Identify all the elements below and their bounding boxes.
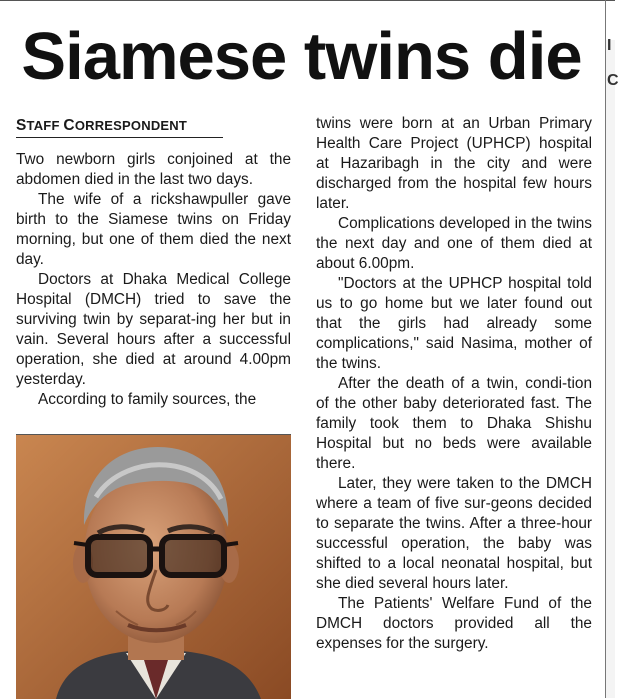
article-paragraph: Doctors at Dhaka Medical College Hospital (DMCH) tried to save the surviving twin by separat-ing her but in vain. Several hours after a successful operation, she died at around 4.00pm yesterday. [16,271,291,388]
top-border-rule [0,0,615,7]
article-paragraph: After the death of a twin, condi-tion of the other baby deteriorated fast. The family took them to Dhaka Shishu Hospital but no beds were available there. [316,375,592,472]
byline-initial-correspondent: C [63,117,75,134]
article-paragraph: Later, they were taken to the DMCH where a team of five sur-geons decided to separate the twins. After a three-hour successful operation, the baby was shifted to a local neonatal hospital, but she died several hours later. [316,475,592,592]
byline-rest-correspondent: ORRESPONDENT [74,118,188,133]
article-column-left [16,150,291,410]
adjacent-article-strip [606,37,615,698]
byline-initial-staff: S [16,117,27,134]
adjacent-article-fragment: C [607,72,619,89]
article-paragraph: "Doctors at the UPHCP hospital told us to go home but we later found out that the girls had already some complications," said Nasima, mother of the twins. [316,275,592,372]
adjacent-article-fragment: I [607,37,612,54]
article-paragraph: The wife of a rickshawpuller gave birth to the Siamese twins on Friday morning, but one of them died the next day. [16,191,291,268]
portrait-photo [16,434,291,699]
headline: Siamese twins die [21,19,582,94]
byline [16,117,223,138]
portrait-illustration [16,435,291,699]
article-paragraph: Two newborn girls conjoined at the abdomen died in the last two days. [16,151,291,188]
article-paragraph: According to family sources, the [38,391,257,408]
article-column-right [316,114,592,654]
byline-rest-staff: TAFF [26,118,60,133]
article-paragraph: Complications developed in the twins the next day and one of them died at about 6.00pm. [316,215,592,272]
article-paragraph: The Patients' Welfare Fund of the DMCH doctors provided all the expenses for the surgery. [316,595,592,652]
article-paragraph: twins were born at an Urban Primary Health Care Project (UPHCP) hospital at Hazaribagh in the city and were discharged from the hospital few hours later. [316,115,592,212]
